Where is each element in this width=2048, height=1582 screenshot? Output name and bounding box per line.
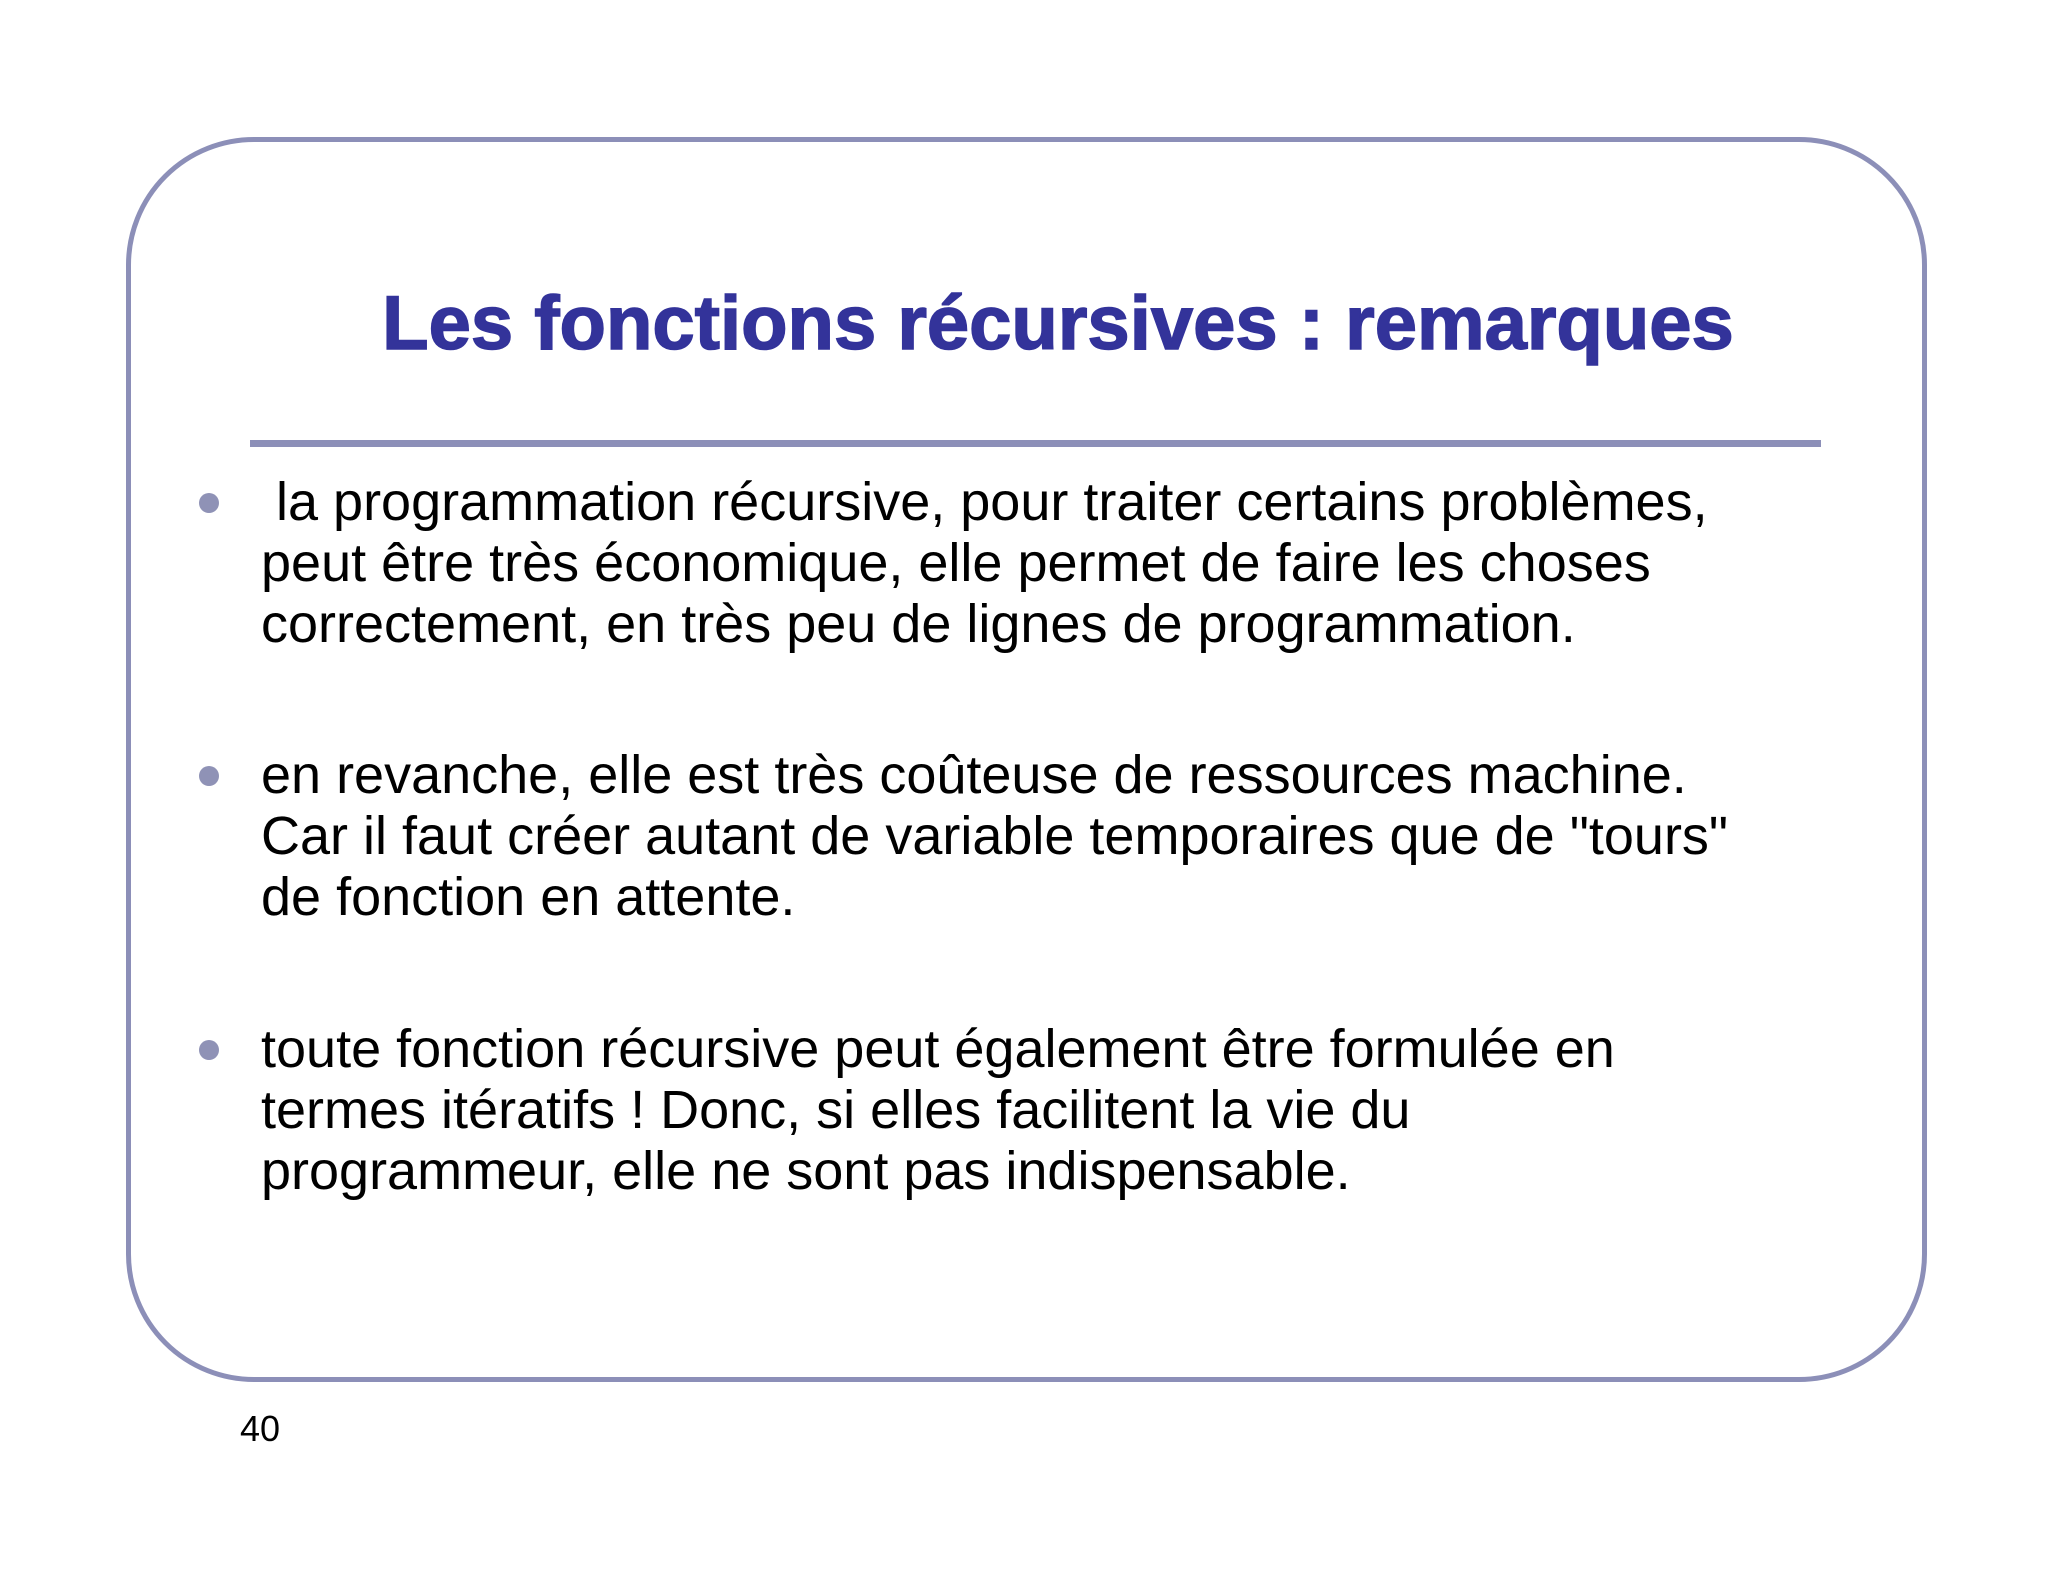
slide-title: Les fonctions récursives : remarques: [382, 281, 1734, 366]
bullet-item-1: [261, 472, 1861, 655]
bullet-line: correctement, en très peu de lignes de programmation.: [261, 594, 1576, 654]
bullet-line: programmeur, elle ne sont pas indispensable.: [261, 1141, 1351, 1201]
bullet-line: de fonction en attente.: [261, 867, 796, 927]
bullet-line: termes itératifs ! Donc, si elles facilitent la vie du: [261, 1080, 1411, 1140]
bullet-dot-icon: [199, 766, 219, 786]
page-number: 40: [240, 1408, 281, 1449]
bullet-line: toute fonction récursive peut également être formulée en: [261, 1019, 1615, 1079]
bullet-line: la programmation récursive, pour traiter certains problèmes,: [261, 472, 1708, 532]
bullet-line: en revanche, elle est très coûteuse de ressources machine.: [261, 745, 1687, 805]
title-divider: [250, 440, 1821, 447]
bullet-dot-icon: [199, 493, 219, 513]
bullet-dot-icon: [199, 1040, 219, 1060]
bullet-line: peut être très économique, elle permet de faire les choses: [261, 533, 1651, 593]
bullet-line: Car il faut créer autant de variable temporaires que de "tours": [261, 806, 1729, 866]
bullet-item-3: [261, 1019, 1861, 1202]
bullet-item-2: [261, 745, 1861, 928]
